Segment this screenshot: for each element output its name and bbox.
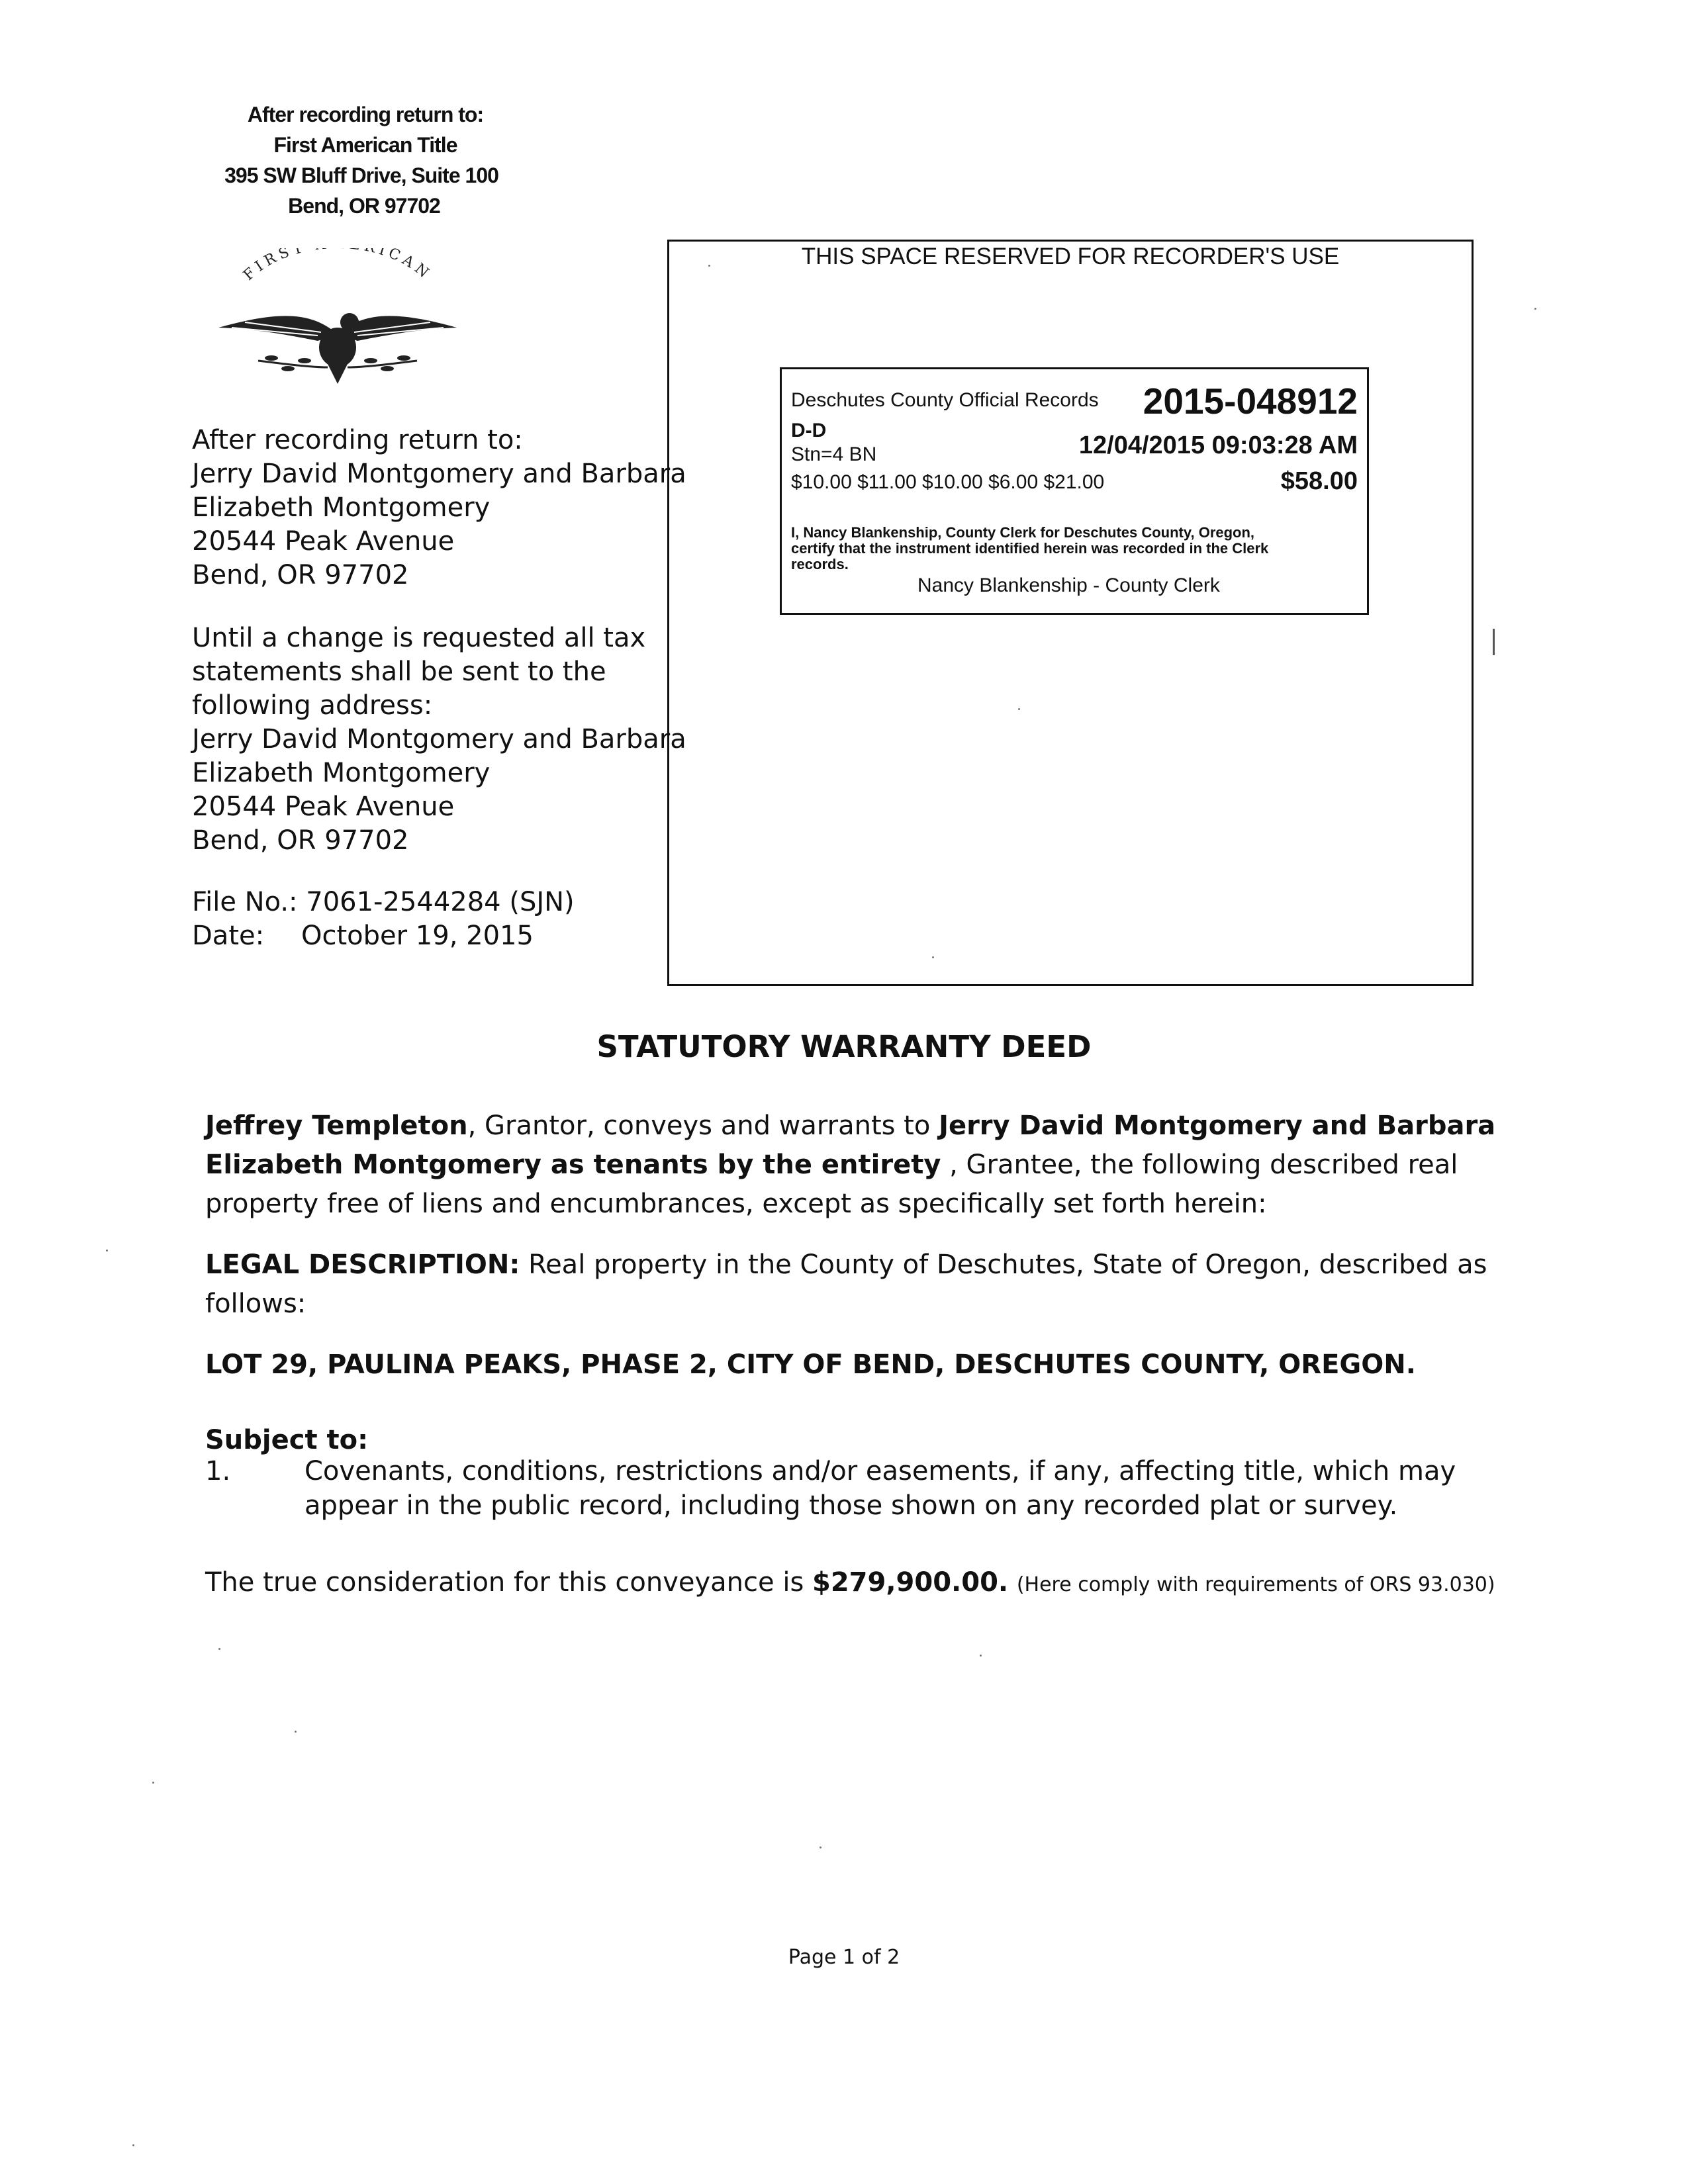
recorder-box-title: THIS SPACE RESERVED FOR RECORDER'S USE xyxy=(801,244,1340,269)
legal-description-label: LEGAL DESCRIPTION: xyxy=(205,1250,520,1280)
legal-description xyxy=(205,1246,1496,1324)
return-address xyxy=(192,424,686,592)
ors-note: (Here comply with requirements of ORS 93.030) xyxy=(1016,1573,1495,1596)
svg-text:FIRST AMERICAN xyxy=(240,248,434,284)
grantee-names: Jerry David Montgomery and Barbara Elizabeth Montgomery as tenants by the entirety xyxy=(205,1111,1496,1180)
file-info xyxy=(192,886,575,953)
conveyance-text-2: , Grantee, the following described real property free of liens and encumbrances, except as specifically set forth herein: xyxy=(205,1150,1458,1219)
file-label: File No.: xyxy=(192,887,298,917)
record-number: 2015-048912 xyxy=(1143,381,1358,422)
legal-description-text: Real property in the County of Deschutes, State of Oregon, described as follows: xyxy=(205,1250,1487,1319)
tax-line-5: Elizabeth Montgomery xyxy=(192,758,491,788)
stamp-line-2: First American Title xyxy=(273,133,457,157)
recording-datetime: 12/04/2015 09:03:28 AM xyxy=(1078,432,1358,459)
consideration xyxy=(205,1563,1496,1604)
certification-line-3: records. xyxy=(791,556,849,572)
deed-date: October 19, 2015 xyxy=(301,921,534,951)
consideration-text: The true consideration for this conveyance is xyxy=(205,1567,813,1598)
date-label: Date: xyxy=(192,921,265,951)
certification-line-2: certify that the instrument identified herein was recorded in the Clerk xyxy=(791,540,1269,557)
item-text: Covenants, conditions, restrictions and/or easements, if any, affecting title, which may appear in the public record, including those shown on any recorded plat or survey. xyxy=(305,1456,1456,1521)
station: Stn=4 BN xyxy=(791,443,877,465)
tax-statement-address xyxy=(192,621,686,858)
return-line-2: Elizabeth Montgomery xyxy=(192,492,491,523)
document-type: D-D xyxy=(791,420,827,441)
consideration-amount: $279,900.00. xyxy=(812,1567,1009,1598)
recording-label xyxy=(780,367,1369,615)
file-number: 7061-2544284 (SJN) xyxy=(306,887,575,917)
conveyance-text-1: , Grantor, conveys and warrants to xyxy=(467,1111,939,1141)
return-line-3: 20544 Peak Avenue xyxy=(192,526,455,557)
first-american-logo xyxy=(205,248,470,394)
return-line-4: Bend, OR 97702 xyxy=(192,560,409,590)
logo-arc-text: FIRST ICAN xyxy=(240,248,435,284)
conveyance-paragraph xyxy=(205,1107,1496,1224)
stamp-line-4: Bend, OR 97702 xyxy=(288,194,440,218)
grantor-name: Jeffrey Templeton xyxy=(205,1111,468,1141)
return-stamp xyxy=(199,99,543,221)
eagle-icon xyxy=(205,248,470,394)
tax-line-7: Bend, OR 97702 xyxy=(192,825,409,856)
fees-total: $58.00 xyxy=(1280,467,1358,495)
stamp-line-3: 395 SW Bluff Drive, Suite 100 xyxy=(224,163,498,187)
return-line-1: Jerry David Montgomery and Barbara xyxy=(192,459,686,489)
return-heading: After recording return to: xyxy=(192,425,523,455)
subject-to-label: Subject to: xyxy=(205,1425,369,1455)
lot-description: LOT 29, PAULINA PEAKS, PHASE 2, CITY OF BEND, DESCHUTES COUNTY, OREGON. xyxy=(205,1349,1416,1380)
tax-line-6: 20544 Peak Avenue xyxy=(192,792,455,822)
tax-line-4: Jerry David Montgomery and Barbara xyxy=(192,724,686,754)
deed-title: STATUTORY WARRANTY DEED xyxy=(596,1029,1092,1064)
tax-line-3: following address: xyxy=(192,690,433,721)
recording-fees: $10.00 $11.00 $10.00 $6.00 $21.00 xyxy=(791,471,1105,493)
stamp-line-1: After recording return to: xyxy=(247,103,484,126)
tax-line-1: Until a change is requested all tax xyxy=(192,623,646,653)
clerk-signature: Nancy Blankenship - County Clerk xyxy=(917,574,1220,596)
page-number: Page 1 of 2 xyxy=(788,1946,900,1969)
item-number: 1. xyxy=(205,1456,231,1486)
certification-line-1: I, Nancy Blankenship, County Clerk for Deschutes County, Oregon, xyxy=(791,524,1255,541)
county-records: Deschutes County Official Records xyxy=(791,389,1099,411)
tax-line-2: statements shall be sent to the xyxy=(192,657,606,687)
